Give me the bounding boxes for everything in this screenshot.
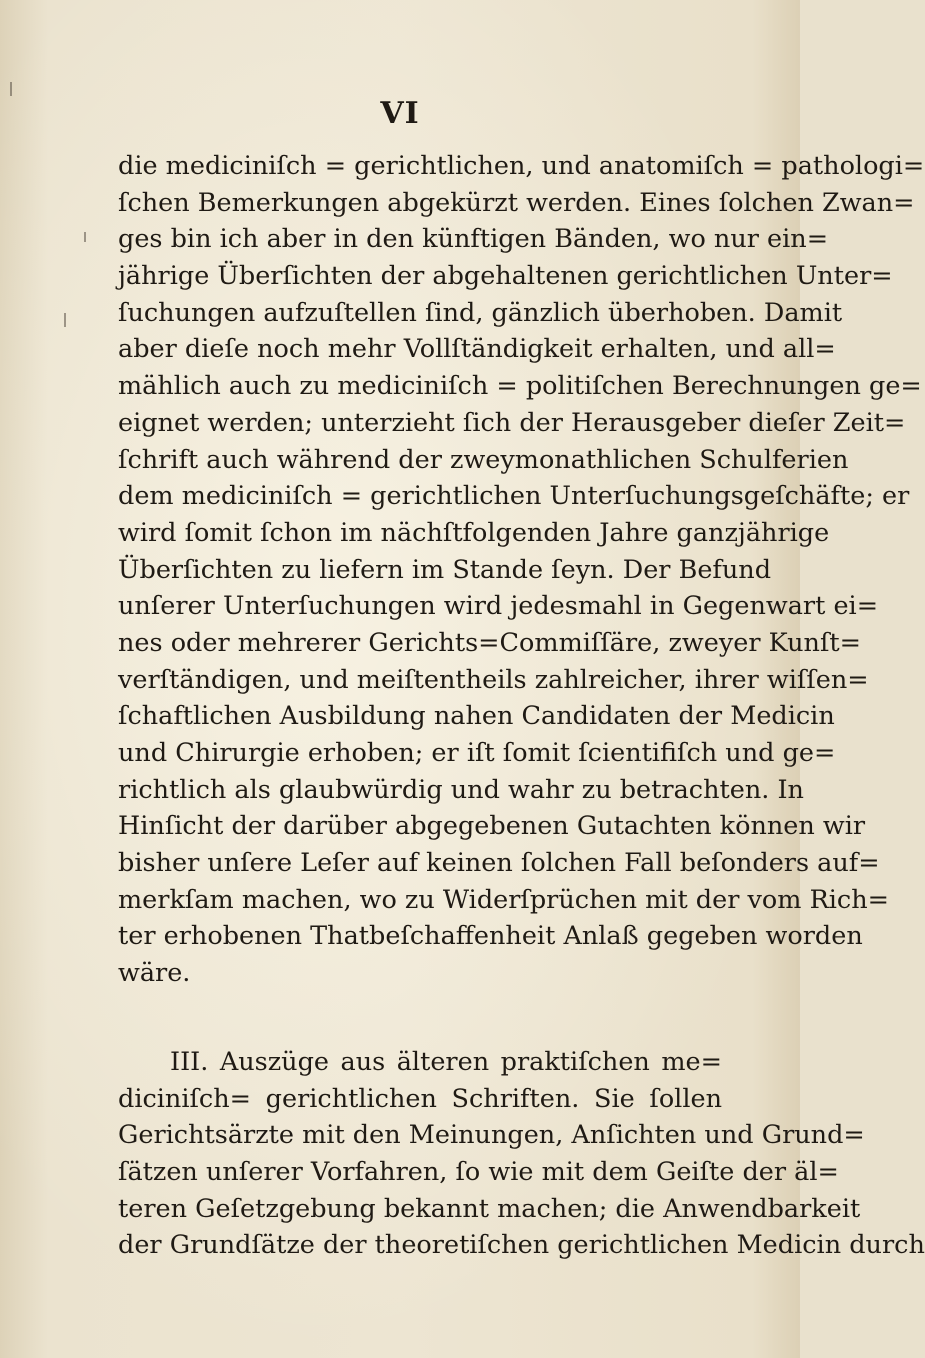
page-number: VI [380,96,420,131]
text-line: ſchen Bemerkungen abgekürzt werden. Eines ſolchen Zwan= [118,187,915,218]
text-line: mählich auch zu mediciniſch = politiſchen Berechnungen ge= [118,371,922,402]
text-line: merkſam machen, wo zu Widerſprüchen mit der vom Rich= [118,884,889,915]
text-line: dem mediciniſch = gerichtlichen Unterſuchungsgeſchäfte; er [118,481,910,512]
text-line: teren Geſetzgebung bekannt machen; die Anwendbarkeit [118,1193,861,1224]
text-line: aber dieſe noch mehr Vollſtändigkeit erhalten, und all= [118,334,836,365]
text-line: verſtändigen, und meiſtentheils zahlreicher, ihrer wiſſen= [118,664,869,695]
text-line: ter erhobenen Thatbeſchaffenheit Anlaß gegeben worden [118,921,863,952]
text-line: richtlich als glaubwürdig und wahr zu betrachten. In [118,774,804,805]
section-heading-line: III. Auszüge aus älteren praktiſchen me= [170,1046,722,1077]
margin-mark [10,82,12,96]
text-line: der Grundſätze der theoretiſchen gerichtlichen Medicin durch [118,1230,925,1261]
text-line: ges bin ich aber in den künftigen Bänden, wo nur ein= [118,224,829,255]
text-line: ſchaftlichen Ausbildung nahen Candidaten der Medicin [118,701,835,732]
text-line: die mediciniſch = gerichtlichen, und anatomiſch = pathologi= [118,151,925,181]
text-line: bisher unſere Leſer auf keinen ſolchen Fall beſonders auf= [118,848,880,879]
text-line: eignet werden; unterzieht ſich der Herausgeber dieſer Zeit= [118,407,906,438]
text-line: nes oder mehrerer Gerichts=Commiſſäre, zweyer Kunſt= [118,627,862,658]
text-line: Hinſicht der darüber abgegebenen Gutachten können wir [118,811,866,842]
text-line: ſchrift auch während der zweymonathlichen Schulferien [118,444,849,475]
text-line: wird ſomit ſchon im nächſtfolgenden Jahre ganzjährige [118,517,830,548]
text-line: jährige Überſichten der abgehaltenen gerichtlichen Unter= [118,261,893,292]
margin-mark [84,232,86,242]
text-line: Überſichten zu liefern im Stande ſeyn. Der Befund [118,554,772,585]
paragraph-gap [118,992,722,1044]
text-line: Gerichtsärzte mit den Meinungen, Anſichten und Grund= [118,1120,865,1151]
text-line: unſerer Unterſuchungen wird jedesmahl in Gegenwart ei= [118,591,879,622]
text-line: ſuchungen aufzuſtellen ſind, gänzlich überhoben. Damit [118,297,843,328]
text-line: und Chirurgie erhoben; er iſt ſomit ſcientifiſch und ge= [118,738,836,768]
text-line: diciniſch= gerichtlichen Schriften. Sie ſollen [118,1083,722,1114]
text-line: wäre. [118,958,191,989]
margin-mark [64,313,66,327]
body-text [118,148,925,1264]
text-line: ſätzen unſerer Vorfahren, ſo wie mit dem Geiſte der äl= [118,1156,839,1187]
